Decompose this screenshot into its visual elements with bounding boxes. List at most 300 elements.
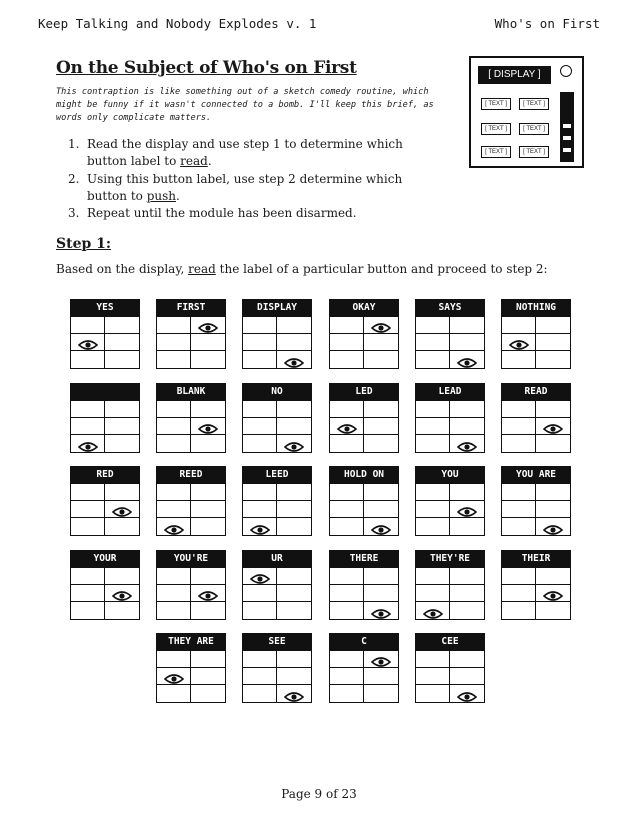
lookup-cell [70,466,142,538]
button-position-slot [502,518,536,535]
button-position-slot [277,651,311,668]
button-position-slot [105,317,139,334]
button-position-slot [191,568,225,585]
step1-description [56,262,548,276]
lookup-cell-label: THEY ARE [156,633,226,650]
button-position-slot [502,484,536,501]
button-position-slot [71,418,105,435]
button-position-slot [450,317,484,334]
button-position-slot [157,518,191,535]
module-button: [ TEXT ] [519,123,549,135]
module-button: [ TEXT ] [519,98,549,110]
step-number: 1. [68,137,80,151]
header-module-name: Who's on First [494,16,600,31]
lookup-cell-label: YOUR [70,550,140,567]
button-position-slot [157,334,191,351]
button-position-slot [243,334,277,351]
button-position-slot [243,685,277,702]
step-number: 3. [68,206,80,221]
lookup-cell [70,383,142,455]
button-position-slot [191,418,225,435]
lookup-cell [501,299,573,371]
eye-icon [198,420,218,432]
button-position-slot [364,418,398,435]
lookup-cell [242,466,314,538]
button-position-grid [329,400,399,453]
button-position-slot [330,484,364,501]
lookup-cell-label: LED [329,383,399,400]
button-position-slot [416,651,450,668]
button-position-slot [416,484,450,501]
intro-text: This contraption is like something out of a sketch comedy routine, which might be funny if it wasn't connected to a bomb. I'll keep this brief, as words only complicate matters. [56,87,434,123]
button-position-slot [536,334,570,351]
step-emphasis: read [180,154,208,169]
button-position-slot [243,484,277,501]
button-position-slot [71,518,105,535]
desc-text: Based on the display, [56,262,189,276]
lookup-cell-label: NO [242,383,312,400]
button-position-slot [71,585,105,602]
eye-icon [457,503,477,515]
button-position-slot [502,401,536,418]
button-position-slot [330,435,364,452]
button-position-slot [536,401,570,418]
button-position-slot [502,568,536,585]
lookup-cell-label: READ [501,383,571,400]
module-button: [ TEXT ] [481,146,511,158]
button-position-slot [536,518,570,535]
lookup-cell-label: NOTHING [501,299,571,316]
button-position-slot [502,602,536,619]
button-position-slot [105,568,139,585]
button-position-slot [416,518,450,535]
step1-heading: Step 1: [56,236,112,252]
button-position-grid [415,567,485,620]
step-text: Using this button label, use step 2 determine which [87,171,403,186]
button-position-slot [450,351,484,368]
button-position-slot [416,435,450,452]
button-position-slot [277,568,311,585]
button-position-slot [71,401,105,418]
eye-icon [371,605,391,617]
step-text: button to [87,188,147,203]
button-position-slot [416,568,450,585]
button-position-slot [330,668,364,685]
button-position-slot [277,602,311,619]
button-position-grid [70,400,140,453]
button-position-slot [502,317,536,334]
lookup-cell [501,550,573,622]
button-position-slot [191,668,225,685]
button-position-slot [277,435,311,452]
button-position-slot [364,585,398,602]
eye-icon [284,438,304,450]
button-position-slot [536,351,570,368]
button-position-slot [105,518,139,535]
eye-icon [337,420,357,432]
lookup-cell-label: THEIR [501,550,571,567]
lookup-cell-label: YOU'RE [156,550,226,567]
button-position-slot [330,351,364,368]
lookup-cell [501,466,573,538]
instruction-steps [68,136,468,222]
button-position-slot [364,317,398,334]
stage-segment [563,124,571,128]
button-position-slot [416,334,450,351]
button-position-slot [277,518,311,535]
module-button: [ TEXT ] [481,98,511,110]
button-position-slot [450,518,484,535]
module-stage-indicator [560,92,574,162]
button-position-slot [450,418,484,435]
eye-icon [250,570,270,582]
button-position-slot [243,568,277,585]
button-position-grid [501,400,571,453]
eye-icon [543,521,563,533]
button-position-slot [105,602,139,619]
lookup-cell-label: THEY'RE [415,550,485,567]
button-position-grid [70,567,140,620]
button-position-slot [157,602,191,619]
button-position-slot [191,317,225,334]
button-position-slot [450,685,484,702]
eye-icon [371,319,391,331]
lookup-cell [329,550,401,622]
button-position-slot [416,585,450,602]
button-position-slot [536,602,570,619]
lookup-cell [329,466,401,538]
button-position-grid [70,316,140,369]
button-position-slot [416,351,450,368]
button-position-slot [330,401,364,418]
button-position-slot [71,602,105,619]
button-position-slot [277,685,311,702]
button-position-slot [450,501,484,518]
button-position-slot [450,585,484,602]
button-position-slot [243,585,277,602]
button-position-slot [277,668,311,685]
button-position-slot [330,602,364,619]
button-position-slot [536,484,570,501]
button-position-slot [416,685,450,702]
eye-icon [112,587,132,599]
lookup-cell [156,550,228,622]
step-item-1 [68,136,468,171]
button-position-slot [502,435,536,452]
button-position-slot [330,651,364,668]
button-position-slot [330,418,364,435]
module-button: [ TEXT ] [481,123,511,135]
eye-icon [457,688,477,700]
button-position-slot [191,401,225,418]
button-position-slot [416,401,450,418]
button-position-grid [156,400,226,453]
button-position-slot [536,317,570,334]
button-position-slot [536,435,570,452]
button-position-slot [330,501,364,518]
lookup-cell-label: LEAD [415,383,485,400]
button-position-grid [156,483,226,536]
module-status-light [560,65,572,77]
button-position-slot [157,418,191,435]
lookup-cell [242,550,314,622]
eye-icon [284,688,304,700]
button-position-slot [105,334,139,351]
button-position-slot [450,334,484,351]
step-item-3 [68,205,468,222]
button-position-slot [277,501,311,518]
button-position-grid [329,316,399,369]
button-position-slot [450,435,484,452]
button-position-slot [450,651,484,668]
lookup-cell-label: THERE [329,550,399,567]
button-position-slot [416,602,450,619]
button-position-slot [277,401,311,418]
button-position-slot [157,401,191,418]
button-position-slot [277,351,311,368]
eye-icon [250,521,270,533]
stage-segment [563,136,571,140]
eye-icon [457,354,477,366]
button-position-slot [243,435,277,452]
stage-segment [563,148,571,152]
button-position-slot [191,518,225,535]
button-position-slot [71,484,105,501]
step-emphasis: push [146,188,176,203]
button-position-slot [450,568,484,585]
lookup-cell [156,299,228,371]
button-position-slot [450,401,484,418]
eye-icon [509,336,529,348]
eye-icon [371,653,391,665]
lookup-cell-label: LEED [242,466,312,483]
button-position-slot [71,501,105,518]
button-position-slot [157,435,191,452]
button-position-slot [157,484,191,501]
lookup-cell [329,299,401,371]
button-position-slot [416,501,450,518]
button-position-slot [330,518,364,535]
button-position-slot [536,501,570,518]
step-text: button label to [87,154,181,169]
button-position-grid [70,483,140,536]
lookup-cell [415,299,487,371]
lookup-cell-label: SAYS [415,299,485,316]
button-position-slot [364,685,398,702]
eye-icon [164,521,184,533]
button-position-grid [415,650,485,703]
eye-icon [78,336,98,348]
button-position-grid [242,650,312,703]
button-position-slot [71,317,105,334]
button-position-slot [364,568,398,585]
module-diagram [469,56,584,168]
button-position-slot [157,685,191,702]
button-position-slot [243,668,277,685]
button-position-slot [364,484,398,501]
lookup-cell-label: REED [156,466,226,483]
eye-icon [198,319,218,331]
button-position-slot [450,602,484,619]
button-position-grid [329,483,399,536]
eye-icon [78,438,98,450]
lookup-cell-label: C [329,633,399,650]
button-position-slot [416,418,450,435]
button-position-slot [277,484,311,501]
button-position-slot [330,585,364,602]
lookup-cell [415,466,487,538]
eye-icon [198,587,218,599]
button-position-grid [501,567,571,620]
button-position-slot [243,317,277,334]
button-position-slot [157,501,191,518]
button-position-slot [364,602,398,619]
button-position-slot [191,351,225,368]
button-position-slot [277,334,311,351]
button-position-grid [415,316,485,369]
header-manual-title: Keep Talking and Nobody Explodes v. 1 [38,16,317,31]
lookup-cell-label: SEE [242,633,312,650]
button-position-slot [191,501,225,518]
button-position-slot [277,317,311,334]
button-position-slot [157,668,191,685]
button-position-slot [71,351,105,368]
button-position-slot [502,334,536,351]
button-position-grid [156,567,226,620]
button-position-slot [191,685,225,702]
button-position-slot [71,334,105,351]
module-display: [ DISPLAY ] [478,66,551,84]
button-position-slot [71,568,105,585]
button-position-slot [416,668,450,685]
button-position-grid [415,483,485,536]
step-text: . [175,188,180,203]
button-position-grid [156,316,226,369]
lookup-cell-label: DISPLAY [242,299,312,316]
lookup-cell [242,299,314,371]
button-position-slot [71,435,105,452]
button-position-slot [330,568,364,585]
button-position-slot [191,484,225,501]
lookup-cell [415,633,487,705]
button-position-slot [157,585,191,602]
step-text: Repeat until the module has been disarmed. [87,206,357,221]
page-number: Page 9 of 23 [281,787,357,801]
button-position-slot [191,435,225,452]
lookup-cell [242,383,314,455]
lookup-cell-label: BLANK [156,383,226,400]
button-position-slot [191,334,225,351]
button-position-slot [191,602,225,619]
lookup-cell-label: YOU [415,466,485,483]
button-position-grid [329,567,399,620]
button-position-slot [105,501,139,518]
lookup-cell [329,383,401,455]
button-position-slot [157,351,191,368]
button-position-grid [329,650,399,703]
lookup-cell-label: HOLD ON [329,466,399,483]
button-position-grid [242,567,312,620]
button-position-slot [105,418,139,435]
button-position-slot [502,351,536,368]
lookup-cell [415,383,487,455]
button-position-slot [364,518,398,535]
eye-icon [164,670,184,682]
eye-icon [543,420,563,432]
eye-icon [371,521,391,533]
lookup-cell-label: OKAY [329,299,399,316]
desc-text: the label of a particular button and proceed to step 2: [215,262,548,276]
step-text: Read the display and use step 1 to determine which [87,137,403,151]
button-position-slot [243,602,277,619]
lookup-cell [156,383,228,455]
lookup-cell-label: YES [70,299,140,316]
button-position-slot [277,585,311,602]
button-position-slot [416,317,450,334]
lookup-cell-label [70,383,140,400]
button-position-grid [242,400,312,453]
button-position-slot [157,651,191,668]
lookup-cell [70,299,142,371]
button-position-slot [364,651,398,668]
button-position-slot [450,668,484,685]
button-position-slot [105,401,139,418]
button-position-slot [330,317,364,334]
button-position-slot [330,334,364,351]
button-position-grid [156,650,226,703]
button-position-slot [364,334,398,351]
lookup-cell [415,550,487,622]
button-position-slot [243,518,277,535]
lookup-cell-label: FIRST [156,299,226,316]
button-position-slot [243,418,277,435]
page-title: On the Subject of Who's on First [56,58,357,78]
step-text: . [207,154,212,169]
lookup-cell [329,633,401,705]
step-item-2 [68,171,468,206]
button-position-slot [330,685,364,702]
lookup-cell-label: YOU ARE [501,466,571,483]
eye-icon [423,605,443,617]
eye-icon [457,438,477,450]
desc-emphasis: read [188,262,216,276]
eye-icon [543,587,563,599]
button-position-slot [364,435,398,452]
step-number: 2. [68,171,80,186]
lookup-cell [70,550,142,622]
button-position-slot [243,401,277,418]
module-button: [ TEXT ] [519,146,549,158]
button-position-slot [536,568,570,585]
button-position-slot [243,351,277,368]
button-position-slot [364,501,398,518]
button-position-slot [536,585,570,602]
button-position-grid [501,316,571,369]
button-position-slot [105,585,139,602]
lookup-cell-label: CEE [415,633,485,650]
eye-icon [112,503,132,515]
button-position-slot [105,484,139,501]
lookup-cell-label: RED [70,466,140,483]
button-position-slot [364,351,398,368]
lookup-cell [156,633,228,705]
lookup-cell-label: UR [242,550,312,567]
eye-icon [284,354,304,366]
button-position-slot [157,317,191,334]
button-position-slot [157,568,191,585]
button-position-grid [501,483,571,536]
button-position-slot [191,651,225,668]
